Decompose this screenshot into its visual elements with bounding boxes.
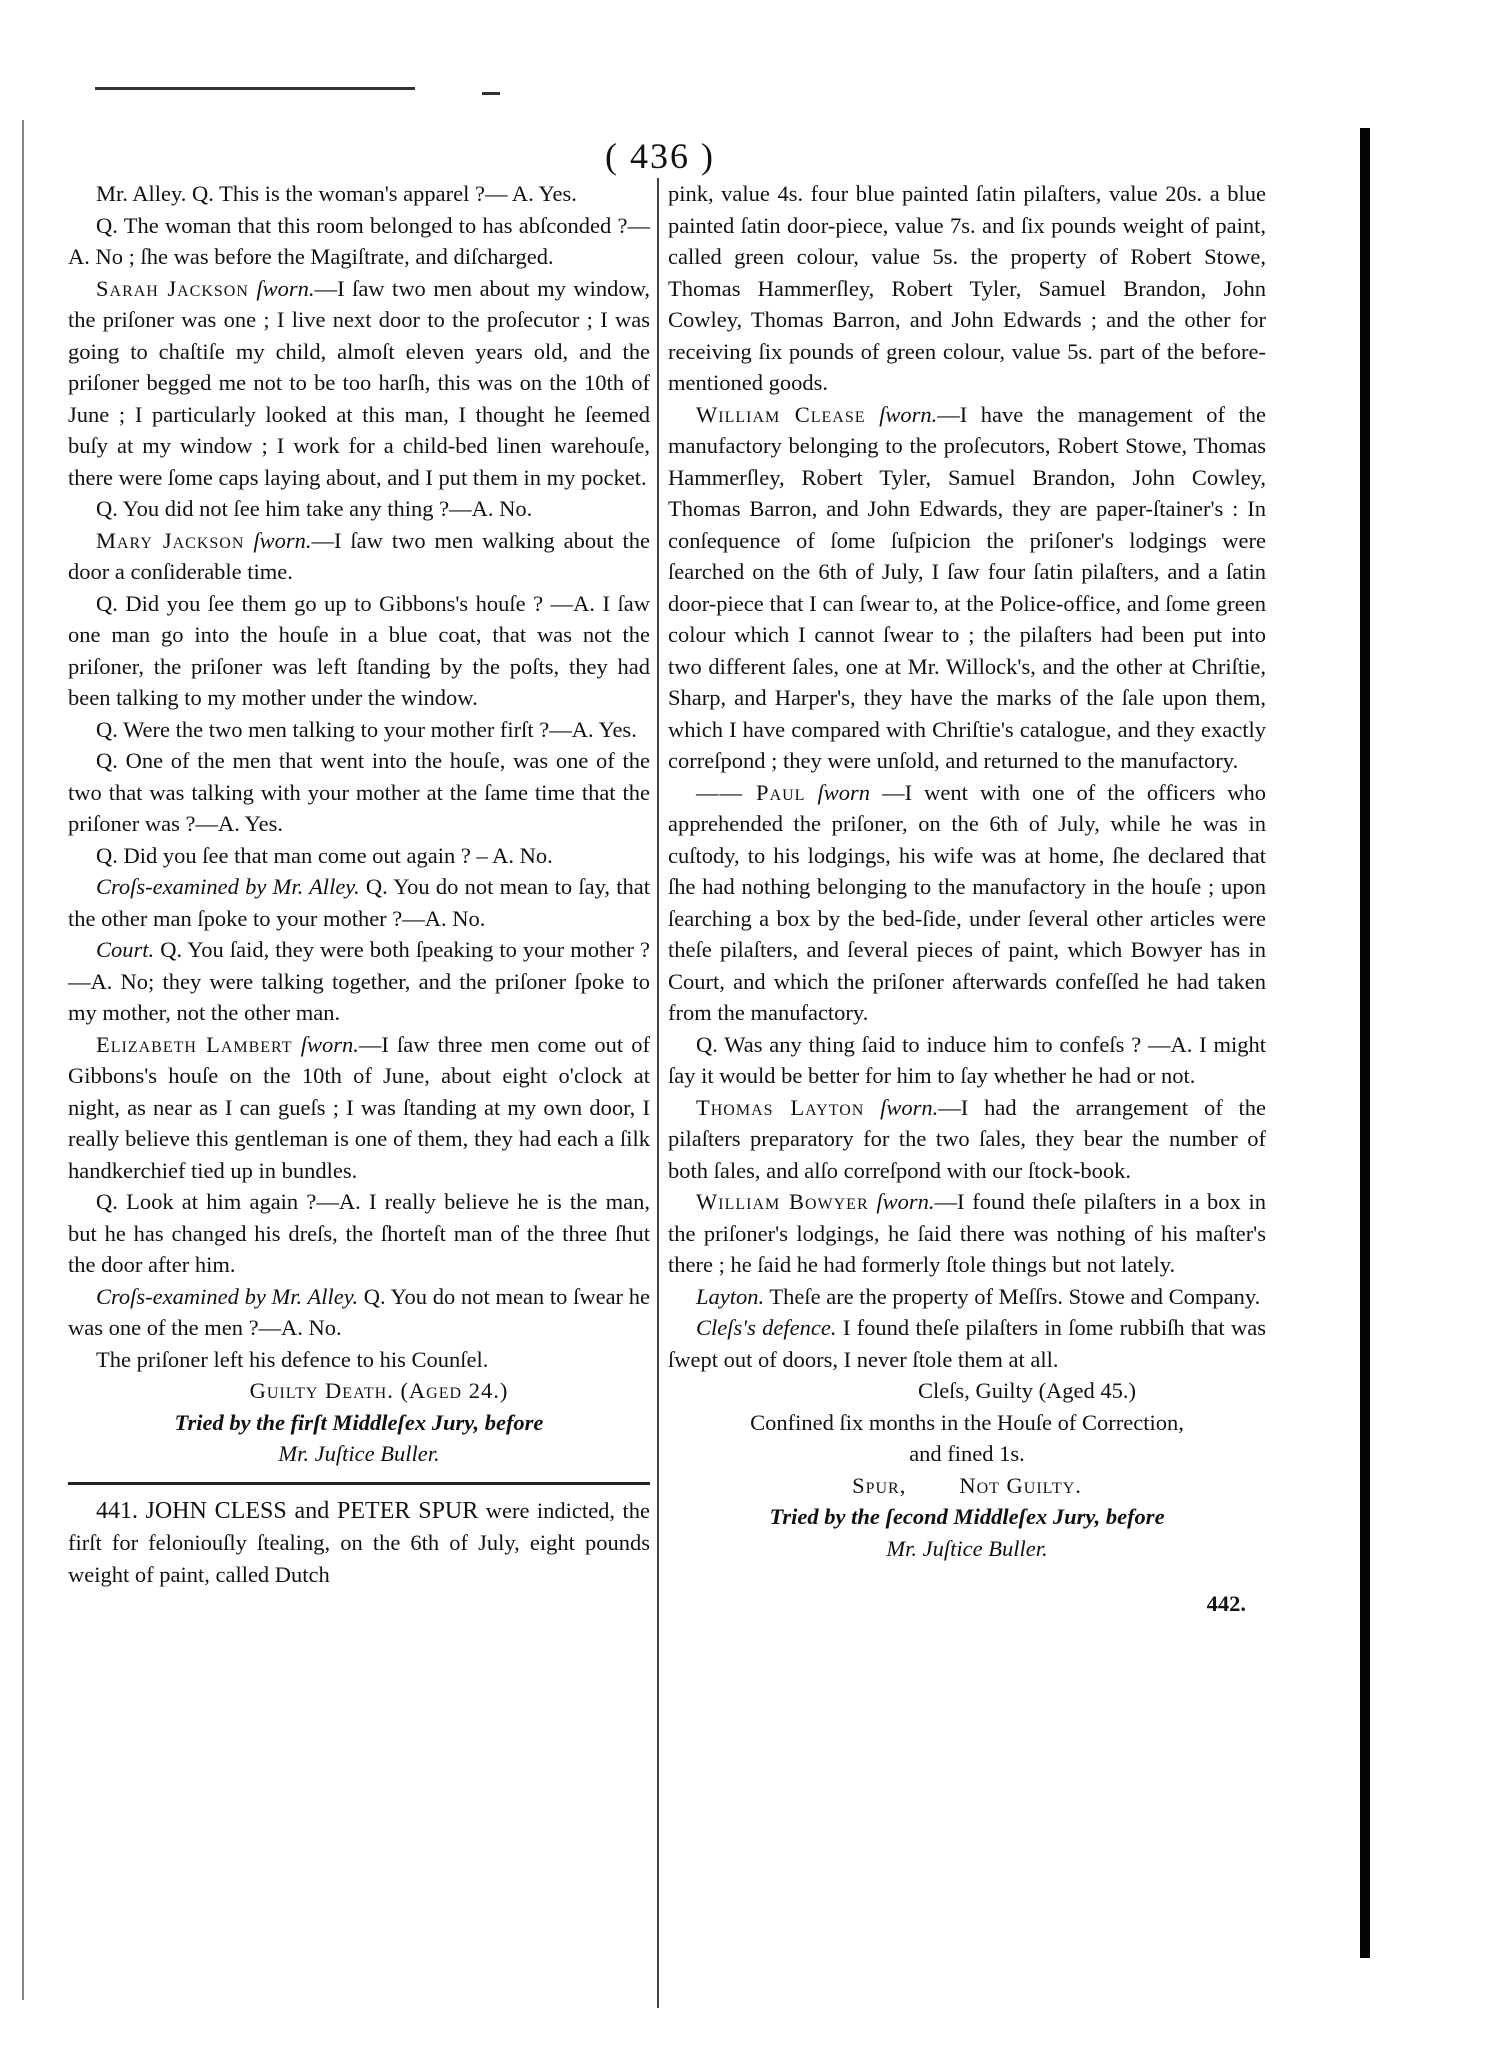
examination-lead: Cleſs's defence. bbox=[696, 1315, 837, 1340]
witness-name: Elizabeth Lambert bbox=[96, 1031, 293, 1057]
left-column bbox=[68, 178, 650, 1590]
testimony-text: —I had the arrangement of the pilaſters preparatory for the two ſales, they bear the number of both ſales, and alſo correſpond with our ſtock-book. bbox=[668, 1094, 1267, 1183]
witness-testimony bbox=[668, 399, 1266, 777]
sworn-tag: ſworn. bbox=[879, 401, 938, 427]
new-case-heading bbox=[68, 1495, 650, 1591]
examination-lead: Court. bbox=[96, 937, 155, 962]
indictment-text: were indicted, the firſt for feloniouſly ſtealing, on the 6th of July, eight pounds weight of paint, called Dutch bbox=[68, 1497, 650, 1587]
witness-name: Sarah Jackson bbox=[96, 275, 249, 301]
judge-line: Mr. Juſtice Buller. bbox=[278, 1441, 440, 1466]
sworn-tag: ſworn bbox=[817, 779, 871, 805]
testimony-text: —I ſaw three men come out of Gibbons's houſe on the 10th of June, about eight o'clock at night, as near as I can gueſs ; I was ſtanding at my own door, I really believe this gentleman is one of them, they had each a ſilk handkerchief tied up in bundles. bbox=[68, 1031, 651, 1183]
witness-name: William Bowyer bbox=[696, 1189, 869, 1214]
case-separator-rule bbox=[68, 1482, 650, 1485]
scan-edge-line bbox=[22, 120, 24, 2000]
examination-text: Theſe are the property of Meſſrs. Stowe and Company. bbox=[764, 1283, 1261, 1309]
witness-testimony bbox=[68, 273, 650, 494]
question-answer: Q. Look at him again ?—A. I really believe he is the man, but he has changed his dreſs, the ſhorteſt man of the three ſhut the door after him. bbox=[68, 1189, 650, 1277]
witness-testimony bbox=[668, 1092, 1266, 1187]
examination-paragraph bbox=[68, 871, 650, 934]
page-number: ( 436 ) bbox=[605, 136, 715, 176]
header-rule bbox=[95, 87, 415, 90]
witness-testimony bbox=[68, 525, 650, 588]
witness-name: —— Paul bbox=[696, 779, 806, 805]
examination-text: I found theſe pilaſters in ſome rubbiſh that was ſwept out of doors, I never ſtole them at all. bbox=[668, 1315, 1266, 1372]
question-answer: Q. Did you ſee that man come out again ? – A. No. bbox=[96, 842, 553, 868]
witness-name: Mary Jackson bbox=[96, 527, 245, 553]
sworn-tag: ſworn. bbox=[876, 1189, 935, 1214]
question-answer: Q. One of the men that went into the houſe, was one of the two that was talking with your mother at the ſame time that the priſoner was ?—A. Yes. bbox=[68, 748, 650, 836]
witness-name: Thomas Layton bbox=[696, 1094, 865, 1120]
examination-lead: Croſs-examined by Mr. Alley. bbox=[96, 874, 360, 899]
case-number: 441. bbox=[96, 1497, 138, 1524]
testimony-text: —I found theſe pilaſters in a box in the priſoner's lodgings, he ſaid there was nothing of his maſter's there ; he ſaid he had formerly ſtole things but not lately. bbox=[668, 1189, 1267, 1277]
verdict-cless: Cleſs, Guilty (Aged 45.) bbox=[917, 1378, 1137, 1403]
examination-paragraph bbox=[68, 1281, 650, 1344]
fine-line: and fined 1s. bbox=[909, 1441, 1025, 1466]
question-answer: Q. Were the two men talking to your mother firſt ?—A. Yes. bbox=[96, 716, 637, 742]
examination-lead: Croſs-examined by Mr. Alley. bbox=[96, 1283, 359, 1309]
right-column bbox=[668, 178, 1266, 1620]
sworn-tag: ſworn. bbox=[300, 1031, 359, 1057]
question-answer: Q. The woman that this room belonged to has abſconded ?— A. No ; ſhe was before the Magiſtrate, and diſcharged. bbox=[68, 212, 650, 269]
witness-testimony bbox=[68, 1029, 650, 1187]
examination-text: Q. You do not mean to ſwear he was one of the men ?—A. No. bbox=[68, 1283, 651, 1340]
question-answer: Q. Did you ſee them go up to Gibbons's houſe ? —A. I ſaw one man go into the houſe in a blue coat, that was not the priſoner, the priſoner was left ſtanding by the poſts, they had been talking to my mother under the window. bbox=[68, 590, 650, 710]
tried-by-line: Tried by the firſt Middleſex Jury, before bbox=[174, 1409, 544, 1435]
examination-paragraph bbox=[68, 934, 650, 1029]
examination-lead: Layton. bbox=[696, 1283, 765, 1309]
witness-name: William Clease bbox=[696, 401, 866, 427]
examination-text: Q. You ſaid, they were both ſpeaking to your mother ?—A. No; they were talking together, and the priſoner ſpoke to my mother, not the other man. bbox=[68, 937, 650, 1025]
column-divider bbox=[657, 178, 659, 2008]
testimony-text: —I have the management of the manufactory belonging to the proſecutors, Robert Stowe, Thomas Hammerſley, Robert Tyler, Samuel Brandon, John Cowley, Thomas Barron, and John Edwards, they are paper-ſtainer's : In conſequence of ſome ſuſpicion the priſoner's lodgings were ſearched on the 6th of July, I ſaw four ſatin pilaſters, and a ſatin door-piece that I can ſwear to, at the Police-office, and ſome green colour which I cannot ſwear to ; the pilaſters had been put into two different ſales, one at Mr. Willock's, and the other at Chriſtie, Sharp, and Harper's, they have the marks of the ſale upon them, which I have compared with Chriſtie's catalogue, and they exactly correſpond ; they were unſold, and returned to the manufactory. bbox=[668, 401, 1266, 773]
question-answer: Q. You did not ſee him take any thing ?—A. No. bbox=[96, 496, 533, 521]
binding-shadow-bar bbox=[1360, 128, 1370, 1958]
verdict: Guilty Death. (Aged 24.) bbox=[249, 1378, 509, 1403]
sentence-line: Confined ſix months in the Houſe of Correction, bbox=[750, 1409, 1184, 1435]
examination-paragraph bbox=[668, 1281, 1266, 1313]
defendant-names: JOHN CLESS and PETER SPUR bbox=[145, 1497, 479, 1524]
testimony-text: —I went with one of the officers who apprehended the priſoner, on the 6th of July, while he was in cuſtody, to his lodgings, his wife was at home, ſhe declared that ſhe had nothing belonging to the manufactory in the houſe ; upon ſearching a box by the bed-ſide, under ſeveral other articles were theſe pilaſters, and ſeveral pieces of paint, which Bowyer has in Court, and which the priſoner afterwards confeſſed he had taken from the manufactory. bbox=[668, 779, 1267, 1025]
header-rule-fragment bbox=[482, 92, 500, 95]
testimony-text: —I ſaw two men about my window, the priſoner was one ; I live next door to the proſecutor ; I was going to chaſtiſe my child, almoſt eleven years old, and the priſoner begged me not to be too harſh, this was on the 10th of June ; I particularly looked at this man, I thought he ſeemed buſy at my window ; I work for a child-bed linen warehouſe, there were ſome caps laying about, and I put them in my pocket. bbox=[68, 275, 650, 490]
tried-by-line: Tried by the ſecond Middleſex Jury, before bbox=[769, 1504, 1165, 1529]
question-answer: Mr. Alley. Q. This is the woman's apparel ?— A. Yes. bbox=[96, 181, 577, 206]
judge-line: Mr. Juſtice Buller. bbox=[886, 1535, 1048, 1561]
examination-paragraph bbox=[668, 1312, 1266, 1375]
sworn-tag: ſworn. bbox=[253, 527, 312, 553]
sworn-tag: ſworn. bbox=[880, 1094, 939, 1120]
catchword: 442. bbox=[1206, 1591, 1246, 1616]
sworn-tag: ſworn. bbox=[256, 275, 315, 301]
testimony-text: —I ſaw two men walking about the door a conſiderable time. bbox=[68, 527, 651, 584]
witness-testimony bbox=[668, 1186, 1266, 1281]
examination-text: Q. You do not mean to ſay, that the other man ſpoke to your mother ?—A. No. bbox=[68, 874, 650, 931]
verdict-spur: Spur, Not Guilty. bbox=[852, 1472, 1082, 1498]
continued-text: pink, value 4s. four blue painted ſatin pilaſters, value 20s. a blue painted ſatin door-piece, value 7s. and ſix pounds weight of paint, called green colour, value 5s. the property of Robert Stowe, Thomas Hammerſley, Robert Tyler, Samuel Brandon, John Cowley, Thomas Barron, and John Edwards ; and the other for receiving ſix pounds of green colour, value 5s. part of the before-mentioned goods. bbox=[668, 181, 1266, 395]
question-answer: Q. Was any thing ſaid to induce him to confeſs ? —A. I might ſay it would be better for him to ſay whether he had or not. bbox=[668, 1031, 1266, 1088]
witness-testimony bbox=[668, 777, 1266, 1029]
question-answer: The priſoner left his defence to his Counſel. bbox=[96, 1346, 489, 1372]
